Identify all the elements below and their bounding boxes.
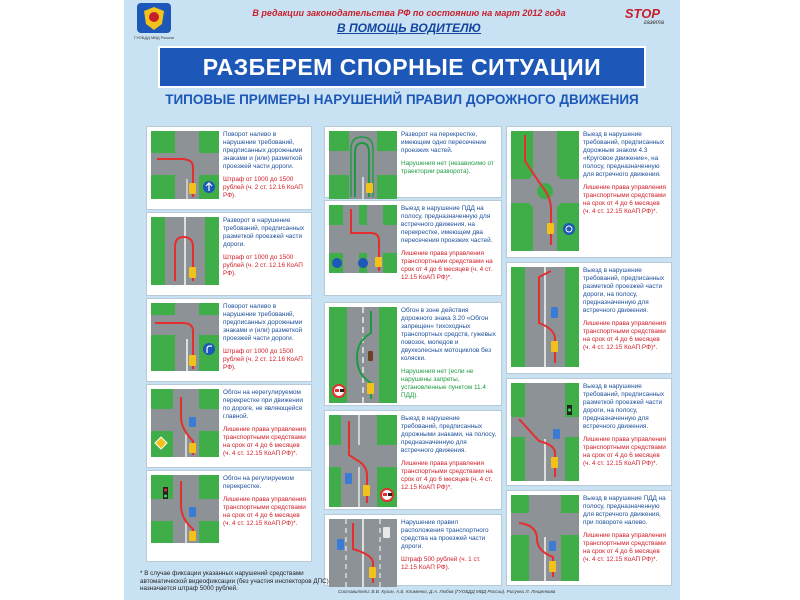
card-no-violation: Нарушения нет (если не нарушены запреты, установленные пунктом 11.4 ПДД). <box>401 368 486 399</box>
poster <box>124 0 680 600</box>
diagram-marking-oncoming <box>511 267 579 367</box>
situation-card <box>324 410 502 510</box>
situation-card <box>324 126 502 198</box>
card-penalty: Штраф от 1000 до 1500 рублей (ч. 2 ст. 12.16 КоАП РФ). <box>223 348 303 371</box>
card-description: Выезд в нарушение требований, предписанных дорожными знаками, на полосу, предназначенную для встречного движения. <box>401 415 497 454</box>
diagram-left-turn-oncoming <box>511 495 579 581</box>
diagram-left-turn-sign <box>151 131 219 199</box>
card-description: Обгон на регулируемом перекрестке. <box>223 475 294 490</box>
situation-card <box>324 302 502 406</box>
diagram-marking-oncoming-intersection <box>511 383 579 481</box>
situation-card <box>506 378 672 486</box>
diagram-u-turn <box>151 217 219 285</box>
card-description: Поворот налево в нарушение требований, предписанных дорожными знаками и (или) разметкой проезжей части дороги. <box>223 131 303 170</box>
card-description: Разворот на перекрестке, имеющем одно пересечение проезжих частей. <box>401 131 487 154</box>
card-penalty: Штраф 500 рублей (ч. 1 ст. 12.15 КоАП РФ). <box>401 556 481 571</box>
card-penalty: Лишение права управления транспортными средствами на срок от 4 до 6 месяцев (ч. 4 ст. 12.15 КоАП РФ)*. <box>223 496 306 527</box>
card-description: Выезд в нарушение требований, предписанных разметкой проезжей части дороги, на полосу, предназначенную для встречного движения. <box>583 267 665 314</box>
diagram-left-turn-marking <box>151 303 219 371</box>
logo-caption: ГУОБДД МВД России <box>134 35 174 40</box>
situation-card <box>324 514 502 586</box>
situation-card <box>146 470 312 562</box>
card-description: Обгон на нерегулируемом перекрестке при движении по дороге, не являющейся главной. <box>223 389 303 420</box>
card-penalty: Лишение права управления транспортными средствами на срок от 4 до 6 месяцев (ч. 4 ст. 12.15 КоАП РФ)*. <box>401 250 493 281</box>
card-penalty: Штраф от 1000 до 1500 рублей (ч. 2 ст. 12.16 КоАП РФ). <box>223 176 303 199</box>
card-penalty: Лишение права управления транспортными средствами на срок от 4 до 6 месяцев (ч. 4 ст. 12.15 КоАП РФ)*. <box>401 460 493 491</box>
card-penalty: Лишение права управления транспортными средствами на срок от 4 до 6 месяцев (ч. 4 ст. 12.15 КоАП РФ)*. <box>223 426 306 457</box>
brand-subtitle: газета <box>643 20 664 26</box>
card-penalty: Лишение права управления транспортными средствами на срок от 4 до 6 месяцев (ч. 4 ст. 12.15 КоАП РФ)*. <box>583 320 666 351</box>
situation-card <box>146 212 312 296</box>
card-penalty: Лишение права управления транспортными средствами на срок от 4 до 6 месяцев (ч. 4 ст. 12.15 КоАП РФ)*. <box>583 436 666 467</box>
stop-brand: STOP <box>624 6 660 21</box>
card-no-violation: Нарушения нет (независимо от траектории разворота). <box>401 160 494 175</box>
card-description: Обгон в зоне действия дорожного знака 3.20 «Обгон запрещен» тихоходных транспортных средств, гужевых повозок, мопедов и двухколесных мотоциклов без коляски. <box>401 307 496 362</box>
card-description: Нарушение правил расположения транспортного средства на проезжей части дороги. <box>401 519 489 550</box>
situation-card <box>506 126 672 258</box>
page-title: РАЗБЕРЕМ СПОРНЫЕ СИТУАЦИИ <box>202 54 602 80</box>
situation-card <box>506 490 672 586</box>
situation-card <box>506 262 672 374</box>
situation-card <box>146 126 312 210</box>
diagram-roundabout <box>511 131 579 251</box>
diagram-overtake-unregulated <box>151 389 219 457</box>
help-heading: В ПОМОЩЬ ВОДИТЕЛЮ <box>336 21 482 35</box>
situation-card <box>324 200 502 296</box>
card-penalty: Лишение права управления транспортными средствами на срок от 4 до 6 месяцев (ч. 4 ст. 12.15 КоАП РФ)*. <box>583 184 666 215</box>
card-description: Поворот налево в нарушение требований, предписанных дорожными знаками и (или) разметкой проезжей части дороги. <box>223 303 303 342</box>
diagram-oncoming-lane-sign <box>329 415 397 507</box>
diagram-two-crossings <box>329 205 397 273</box>
card-description: Выезд в нарушение требований, предписанных разметкой проезжей части дороги, на полосу, предназначенную для встречного движения. <box>583 383 665 430</box>
card-penalty: Штраф от 1000 до 1500 рублей (ч. 2 ст. 12.16 КоАП РФ). <box>223 254 303 277</box>
police-emblem-logo <box>134 2 174 42</box>
card-description: Выезд в нарушение требований, предписанных дорожным знаком 4.3 «Круговое движение», на полосу, предназначенную для встречного движения. <box>583 131 665 178</box>
situation-card <box>146 298 312 382</box>
diagram-overtake-slow-vehicle <box>329 307 397 403</box>
authors-credit: Составители: В.В. Кузин, А.Б. Клименко, Д.А. Любов (ГУОБДД МВД России). Рисунки Л. Лещенкова <box>338 589 556 594</box>
card-description: Выезд в нарушение ПДД на полосу, предназначенную для встречного движения, на перекрестке, имеющем два пересечения проезжих частей. <box>401 205 493 244</box>
diagram-overtake-regulated <box>151 475 219 543</box>
title-bar <box>158 46 646 88</box>
diagram-u-turn-one-crossing <box>329 131 397 199</box>
card-penalty: Лишение права управления транспортными средствами на срок от 4 до 6 месяцев (ч. 4 ст. 12.15 КоАП РФ)*. <box>583 532 666 563</box>
card-description: Разворот в нарушение требований, предписанных разметкой проезжей части дороги. <box>223 217 305 248</box>
page-subtitle: ТИПОВЫЕ ПРИМЕРЫ НАРУШЕНИЙ ПРАВИЛ ДОРОЖНОГО ДВИЖЕНИЯ <box>165 92 639 107</box>
situation-card <box>146 384 312 468</box>
card-description: Выезд в нарушение ПДД на полосу, предназначенную для встречного движения, при повороте налево. <box>583 495 666 526</box>
diagram-lane-position <box>329 519 397 587</box>
footnote: * В случае фиксации указанных нарушений средствами автоматической видеофиксации (без участия инспекторов ДПС) назначается штраф 5000 рублей. <box>140 570 329 593</box>
legislation-note: В редакции законодательства РФ по состоянию на март 2012 года <box>252 8 566 18</box>
